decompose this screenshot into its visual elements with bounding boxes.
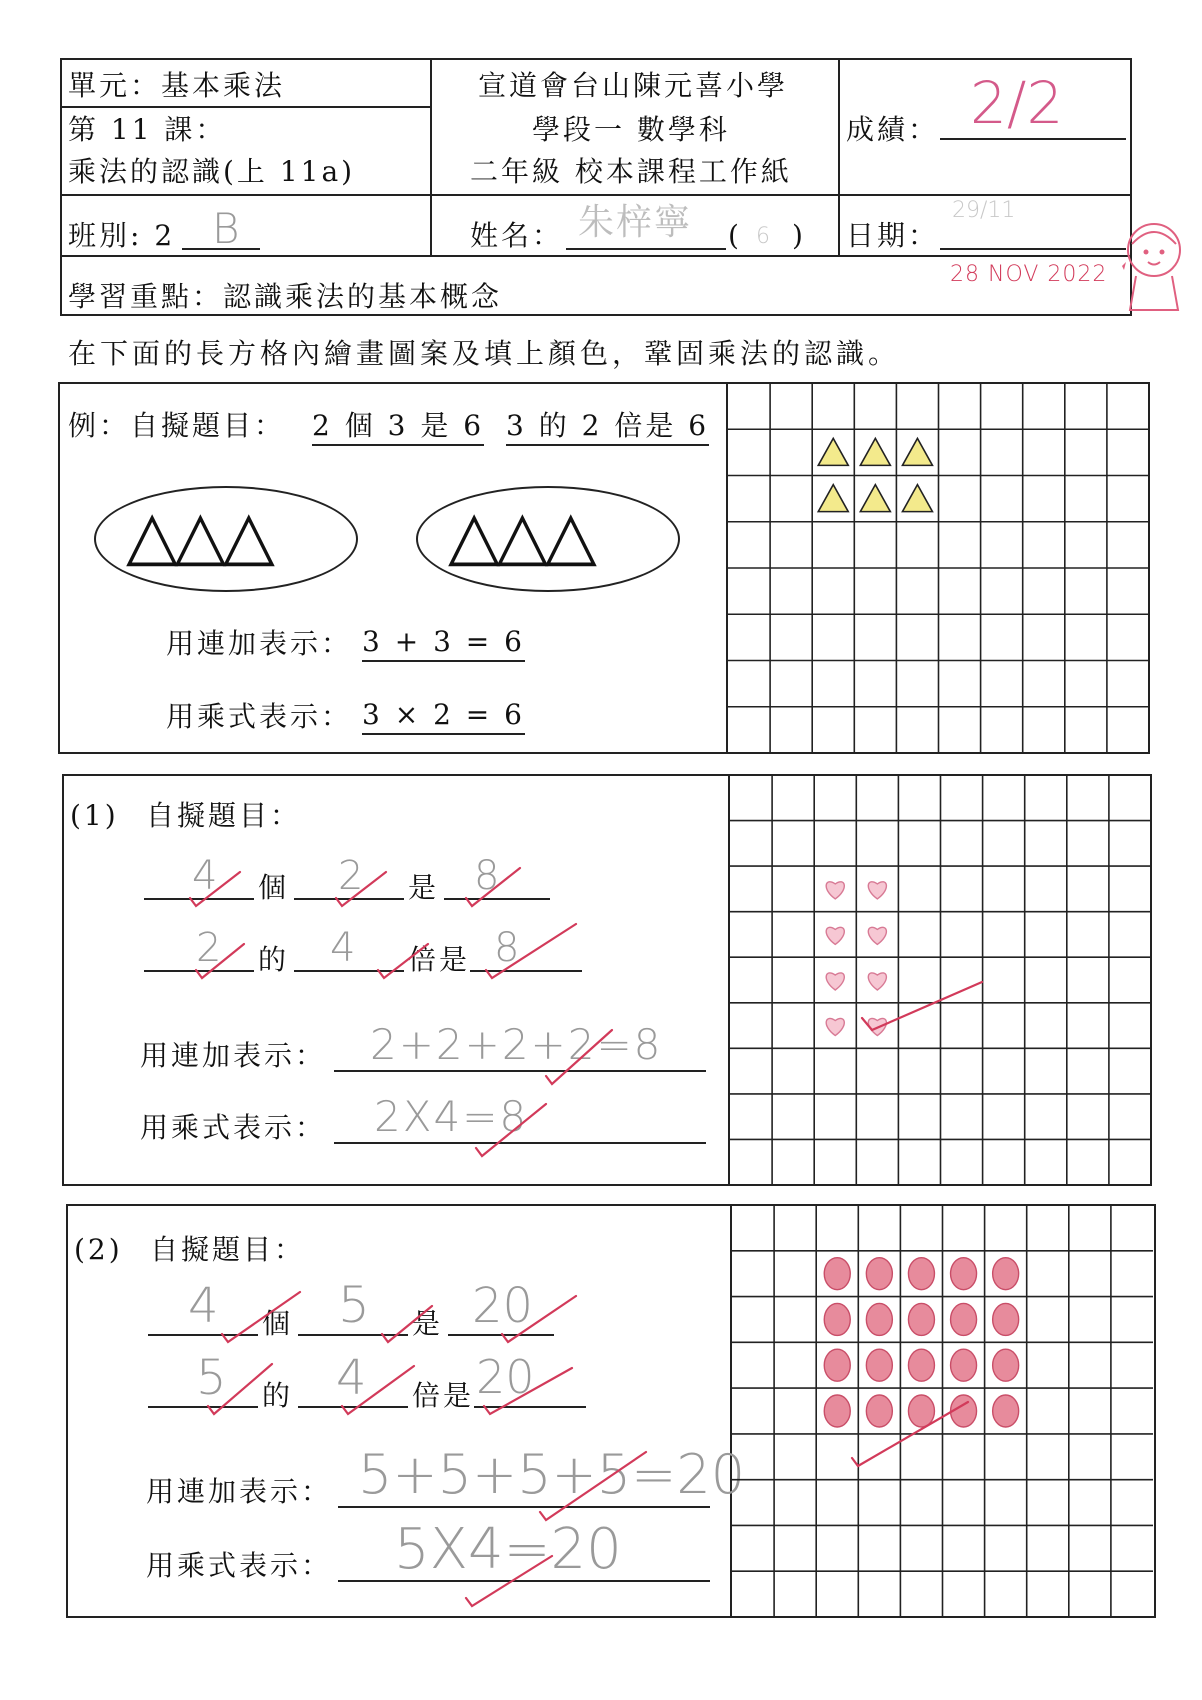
red-oval-icon xyxy=(993,1258,1019,1290)
red-oval-icon xyxy=(908,1395,934,1427)
red-oval-icon xyxy=(908,1258,934,1290)
stage-subject: 學段一 數學科 xyxy=(532,113,730,146)
q1-blank4-tick xyxy=(196,944,244,978)
q2-blank6: 20 xyxy=(476,1350,535,1404)
q1-blank1: 4 xyxy=(192,853,218,899)
triangle-icon: △ xyxy=(174,496,223,575)
date-label: 日期： xyxy=(846,219,940,252)
q1-blank6: 8 xyxy=(494,925,520,971)
example-add-label: 用連加表示： xyxy=(166,627,353,660)
q1-blank5: 4 xyxy=(330,925,356,971)
red-oval-icon xyxy=(951,1303,977,1335)
q1-add-label: 用連加表示： xyxy=(140,1039,327,1072)
q1-word1: 個 xyxy=(258,871,290,904)
q1-word2: 是 xyxy=(408,871,440,904)
q2-add-value: 5+5+5+5=20 xyxy=(358,1443,746,1506)
q2-prompt: 自擬題目： xyxy=(150,1233,306,1266)
q1-word4: 倍是 xyxy=(408,943,471,976)
triangle-icon xyxy=(860,485,890,512)
class-label: 班別: 2 xyxy=(68,219,176,252)
class-value: B xyxy=(212,204,240,253)
q2-blank1: 4 xyxy=(188,1278,219,1334)
q2-word1: 個 xyxy=(262,1307,294,1340)
example-statement-2: 3 的 2 倍是 6 xyxy=(506,412,709,446)
red-oval-icon xyxy=(866,1349,892,1381)
example-mul-label: 用乘式表示： xyxy=(166,700,353,733)
heart-icon xyxy=(826,927,844,944)
triangle-icon: △ xyxy=(496,496,545,575)
score-label: 成績： xyxy=(846,113,940,146)
name-paren-close: ) xyxy=(792,219,806,252)
q1-add-value: 2+2+2+2=8 xyxy=(370,1020,663,1069)
q1-add-tick xyxy=(546,1030,612,1084)
name-number: 6 xyxy=(756,224,770,249)
example-prompt: 例：自擬題目： xyxy=(68,409,286,442)
triangle-icon xyxy=(818,438,848,465)
q1-prompt: 自擬題目： xyxy=(146,799,302,832)
triangle-icon xyxy=(818,485,848,512)
q1-blank3-tick xyxy=(466,868,520,906)
q2-add-tick xyxy=(540,1452,646,1520)
name-label: 姓名： xyxy=(470,219,564,252)
heart-icon xyxy=(826,882,844,899)
triangle-icon xyxy=(902,438,932,465)
q2-blank4-tick xyxy=(208,1364,272,1414)
q1-blank5-tick xyxy=(378,944,428,978)
date-value: 29/11 xyxy=(952,198,1016,223)
q2-blank6-tick xyxy=(484,1368,572,1414)
q2-word3: 的 xyxy=(262,1379,294,1412)
red-oval-icon xyxy=(866,1303,892,1335)
name-paren-open: ( xyxy=(728,219,742,252)
q1-blank2: 2 xyxy=(338,853,364,899)
heart-icon xyxy=(826,1018,844,1035)
q1-word3: 的 xyxy=(258,943,290,976)
red-oval-icon xyxy=(824,1349,850,1381)
red-oval-icon xyxy=(908,1349,934,1381)
heart-icon xyxy=(826,973,844,990)
example-mul-value: 3 × 2 = 6 xyxy=(362,701,525,735)
q1-number: (1) xyxy=(70,799,119,832)
q2-blank2: 5 xyxy=(338,1276,370,1334)
q2-blank2-tick xyxy=(382,1306,432,1342)
q1-blank4: 2 xyxy=(196,925,222,971)
q2-add-label: 用連加表示： xyxy=(146,1475,333,1508)
q2-blank3-tick xyxy=(502,1296,576,1342)
heart-icon xyxy=(868,882,886,899)
heart-icon xyxy=(868,973,886,990)
instruction: 在下面的長方格內繪畫圖案及填上顏色，鞏固乘法的認識。 xyxy=(68,337,901,370)
q2-word2: 是 xyxy=(412,1307,444,1340)
grade-worksheet: 二年級 校本課程工作紙 xyxy=(470,155,792,188)
q2-number: (2) xyxy=(74,1233,123,1266)
q2-blank3: 20 xyxy=(472,1278,534,1334)
red-oval-icon xyxy=(824,1303,850,1335)
triangle-icon: △ xyxy=(222,496,271,575)
red-oval-icon xyxy=(951,1349,977,1381)
triangle-icon: △ xyxy=(126,496,175,575)
q1-blank2-tick xyxy=(336,872,386,906)
q1-mul-label: 用乘式表示： xyxy=(140,1111,327,1144)
q2-mul-label: 用乘式表示： xyxy=(146,1549,333,1582)
triangle-icon xyxy=(902,485,932,512)
red-oval-icon xyxy=(993,1395,1019,1427)
q2-blank5-tick xyxy=(342,1366,414,1414)
score-value: 2/2 xyxy=(970,69,1064,137)
red-oval-icon xyxy=(866,1258,892,1290)
q2-mul-tick xyxy=(466,1556,552,1606)
learning-focus: 學習重點：認識乘法的基本概念 xyxy=(68,280,503,313)
red-oval-icon xyxy=(951,1258,977,1290)
name-value: 朱梓寧 xyxy=(578,202,693,243)
example-statement-1: 2 個 3 是 6 xyxy=(312,412,484,446)
triangle-icon: △ xyxy=(448,496,497,575)
triangle-icon: △ xyxy=(544,496,593,575)
lesson-title: 乘法的認識(上 11a) xyxy=(68,155,356,188)
lesson-number: 第 11 課： xyxy=(68,113,227,146)
unit-label: 單元：基本乘法 xyxy=(68,69,286,102)
q2-blank5: 4 xyxy=(336,1350,367,1406)
red-oval-icon xyxy=(993,1303,1019,1335)
example-add-value: 3 + 3 = 6 xyxy=(362,628,525,662)
red-oval-icon xyxy=(993,1349,1019,1381)
school-name: 宣道會台山陳元喜小學 xyxy=(478,69,789,102)
q2-word4: 倍是 xyxy=(412,1379,475,1412)
red-oval-icon xyxy=(908,1303,934,1335)
q2-mul-value: 5X4=20 xyxy=(394,1517,622,1582)
q1-blank1-tick xyxy=(190,872,240,906)
q1-blank6-tick xyxy=(486,924,576,978)
date-stamp: 28 NOV 2022 xyxy=(950,262,1108,287)
red-oval-icon xyxy=(824,1395,850,1427)
q1-mul-tick xyxy=(476,1104,546,1156)
q1-blank3: 8 xyxy=(474,853,500,899)
triangle-icon xyxy=(860,438,890,465)
red-oval-icon xyxy=(866,1395,892,1427)
red-oval-icon xyxy=(824,1258,850,1290)
q2-blank1-tick xyxy=(222,1292,300,1342)
q1-mul-value: 2X4=8 xyxy=(374,1092,529,1141)
q2-blank4: 5 xyxy=(196,1350,227,1406)
heart-icon xyxy=(868,927,886,944)
